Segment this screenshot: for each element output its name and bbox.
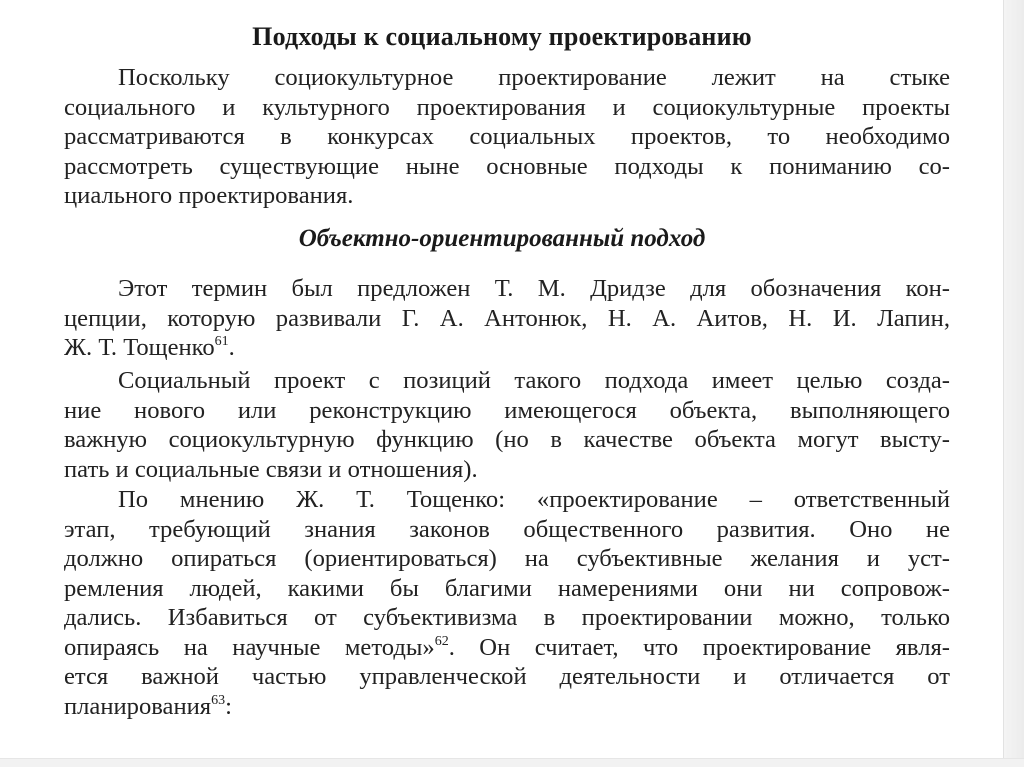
text-line: социального и культурного проектирования и социокультурные проекты [64,93,950,121]
text-line: ется важной частью управленческой деятельности и отличается от [64,663,950,690]
text-line: По мнению Ж. Т. Тощенко: «проектирование – ответственный [118,486,950,513]
text-line: ремления людей, какими бы благими намерениями они ни сопровож- [64,574,950,602]
paragraph-project [64,366,950,484]
text-line: этап, требующий знания законов общественного развития. Оно не [64,515,950,543]
paragraph-term [64,274,950,363]
text-line: пать и социальные связи и отношения). [64,455,478,483]
page-frame-right [1003,0,1024,767]
text-line: Этот термин был предложен Т. М. Дридзе для обозначения кон- [118,275,950,302]
page-frame-bottom [0,758,1024,767]
footnote-ref: 63 [211,692,226,708]
text-line: Социальный проект с позиций такого подхода имеет целью созда- [118,367,950,394]
text-line [64,333,950,363]
text-line: важную социокультурную функцию (но в качестве объекта могут высту- [64,426,950,453]
text-line: дались. Избавиться от субъективизма в проектировании можно, только [64,604,950,631]
footnote-ref: 61 [214,334,229,349]
line-tail: : [225,692,232,720]
text-line: ние нового или реконструкцию имеющегося объекта, выполняющего [64,396,950,424]
text-line: должно опираться (ориентироваться) на субъективные желания и уст- [64,545,950,572]
line-text: Ж. Т. Тощенко [64,334,215,361]
page-title: Подходы к социальному проектированию [252,22,752,51]
intro-paragraph [64,63,950,211]
paragraph-toshchenko [64,485,950,721]
line-tail: . [228,334,235,361]
text-line: рассмотреть существующие ныне основные подходы к пониманию со- [64,152,950,180]
footnote-ref: 62 [434,633,449,649]
section-title: Объектно-ориентированный подход [298,225,706,252]
line-tail: . Он считает, что проектирование явля- [448,633,950,661]
text-line: цепции, которую развивали Г. А. Антонюк, Н. А. Аитов, Н. И. Лапин, [64,304,950,332]
text-line: рассматриваются в конкурсах социальных проектов, то необходимо [64,123,950,150]
line-text: планирования [64,692,212,720]
text-line: Поскольку социокультурное проектирование лежит на стыке [118,64,950,91]
text-line: циального проектирования. [64,182,354,209]
text-line [64,633,950,663]
text-line [64,692,950,722]
line-text: опираясь на научные методы» [64,633,435,661]
